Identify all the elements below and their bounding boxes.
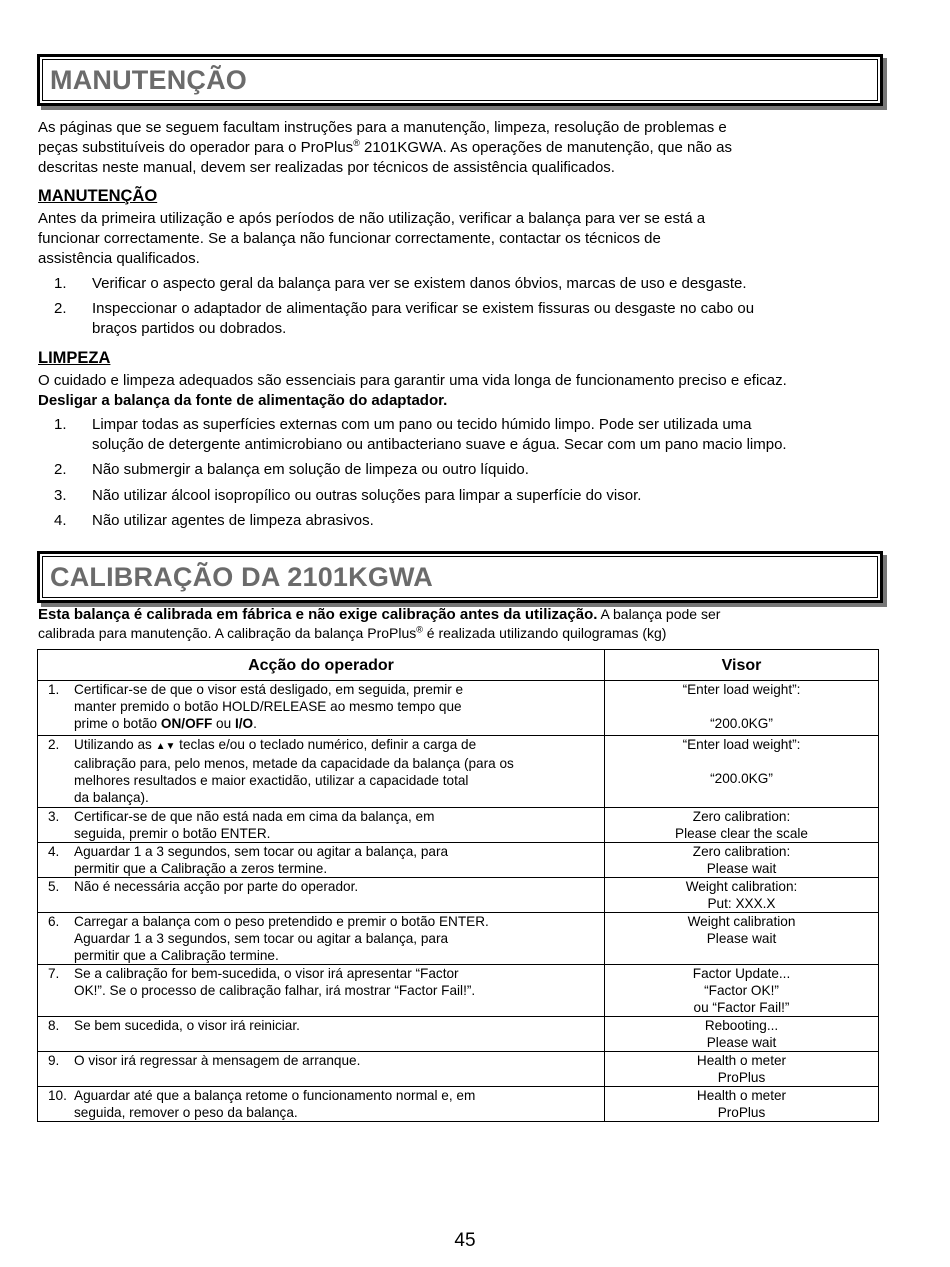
page-number: 45 [454,1230,476,1251]
table-row: 5. Não é necessária acção por parte do operador. Weight calibration: Put: XXX.X [38,878,879,913]
table-row: 7. Se a calibração for bem-sucedida, o visor irá apresentar “Factor OK!”. Se o processo de calibração falhar, irá mostrar “Factor Fail!”. Factor Update... “Factor OK!” ou “Factor Fail!” [38,965,879,1017]
up-down-arrows-icon: ▲▼ [155,741,176,752]
maintenance-text: Antes da primeira utilização e após períodos de não utilização, verificar a balança para ver se está a funcionar correctamente. Se a balança não funcionar correctamente, contactar os técnicos de assistência qualificados. [38,210,706,267]
intro-line: As páginas que se seguem facultam instruções para a manutenção, limpeza, resolução de problemas e [38,119,727,136]
table-row: 1. Certificar-se de que o visor está desligado, em seguida, premir e manter premido o botão HOLD/RELEASE ao mesmo tempo que prime o botão ON/OFF ou I/O. “Enter load weight”: “200.0KG” [38,681,879,736]
maintenance-banner [37,54,883,106]
col-display-header: Visor [605,650,879,681]
cleaning-text: O cuidado e limpeza adequados são essenciais para garantir uma vida longa de funcionamento preciso e eficaz. Desligar a balança da fonte de alimentação do adaptador. [38,371,918,411]
maintenance-banner-title: MANUTENÇÃO [50,64,247,95]
table-row: 9. O visor irá regressar à mensagem de arranque. Health o meter ProPlus [38,1052,879,1087]
intro-paragraph [38,118,908,178]
calibration-intro: Esta balança é calibrada em fábrica e não exige calibração antes da utilização. A balança pode ser calibrada para manutenção. A calibração da balança ProPlus® é realizada utilizando quilogramas (kg) [38,606,721,641]
calibration-banner [37,551,883,603]
table-row: 2. Utilizando as ▲▼ teclas e/ou o teclado numérico, definir a carga de calibração para, pelo menos, metade da capacidade da balança (para os melhores resultados e maior exactidão, utilizar a capacidade total da balança). “Enter load weight”: “200.0KG” [38,736,879,808]
col-action-header: Acção do operador [38,650,605,681]
table-row: 3. Certificar-se de que não está nada em cima da balança, em seguida, premir o botão ENTER. Zero calibration: Please clear the scale [38,808,879,843]
intro-line: peças substituíveis do operador para o ProPlus® 2101KGWA. As operações de manutenção, que não as [38,138,733,156]
table-row: 8. Se bem sucedida, o visor irá reiniciar. Rebooting... Please wait [38,1017,879,1052]
cleaning-warning: Desligar a balança da fonte de alimentação do adaptador. [38,392,448,409]
intro-line: descritas neste manual, devem ser realizadas por técnicos de assistência qualificados. [38,159,615,176]
table-row: 6. Carregar a balança com o peso pretendido e premir o botão ENTER. Aguardar 1 a 3 segundos, sem tocar ou agitar a balança, para permitir que a Calibração termine. Weight calibration Please wait [38,913,879,965]
table-header-row [38,650,879,681]
cleaning-heading: LIMPEZA [38,349,111,367]
maintenance-heading: MANUTENÇÃO [38,187,158,205]
calibration-banner-title: CALIBRAÇÃO DA 2101KGWA [50,561,433,592]
calibration-table [37,649,879,1122]
table-row: 10. Aguardar até que a balança retome o funcionamento normal e, em seguida, remover o peso da balança. Health o meter ProPlus [38,1087,879,1122]
table-row: 4. Aguardar 1 a 3 segundos, sem tocar ou agitar a balança, para permitir que a Calibração a zeros termine. Zero calibration: Please wait [38,843,879,878]
